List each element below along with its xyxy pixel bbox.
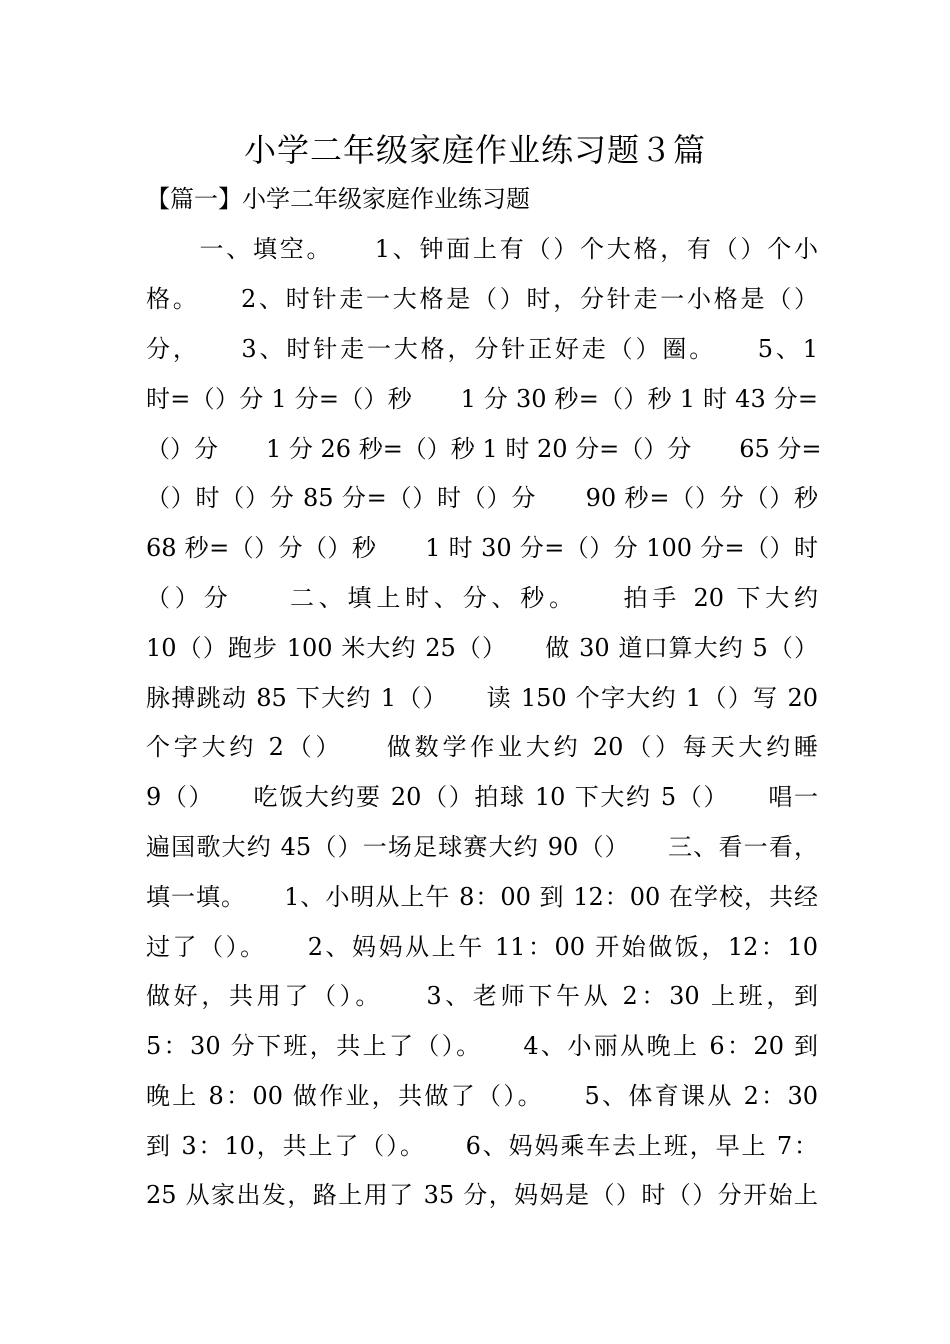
body-line: 9（） 吃饭大约要 20（）拍球 10 下大约 5（） 唱一	[146, 783, 818, 811]
body-line: 到 3：10，共上了（）。 6、妈妈乘车去上班，早上 7：	[146, 1132, 818, 1160]
body-line: （）分 二、填上时、分、秒。 拍手 20 下大约	[146, 584, 818, 612]
body-line: 做好，共用了（）。 3、老师下午从 2：30 上班，到	[146, 982, 818, 1010]
body-line: 25 从家出发，路上用了 35 分，妈妈是（）时（）分开始上	[146, 1181, 818, 1209]
body-line: 5：30 分下班，共上了（）。 4、小丽从晚上 6：20 到	[146, 1032, 818, 1060]
body-line: 一、填空。 1、钟面上有（）个大格，有（）个小	[146, 235, 818, 263]
body-line: 10（）跑步 100 米大约 25（） 做 30 道口算大约 5（）	[146, 634, 818, 662]
body-line: 晚上 8：00 做作业，共做了（）。 5、体育课从 2：30	[146, 1082, 818, 1110]
body-line: 脉搏跳动 85 下大约 1（） 读 150 个字大约 1（）写 20	[146, 684, 818, 712]
body-line: 遍国歌大约 45（）一场足球赛大约 90（） 三、看一看，	[146, 833, 818, 861]
body-line: 填一填。 1、小明从上午 8：00 到 12：00 在学校，共经	[146, 883, 818, 911]
body-line: 过了（）。 2、妈妈从上午 11：00 开始做饭，12：10	[146, 933, 818, 961]
body-line: 时=（）分 1 分=（）秒 1 分 30 秒=（）秒 1 时 43 分=	[146, 385, 818, 413]
section-heading: 【篇一】小学二年级家庭作业练习题	[146, 185, 530, 213]
body-line: 格。 2、时针走一大格是（）时，分针走一小格是（）	[146, 285, 818, 313]
body-line: 分， 3、时针走一大格，分针正好走（）圈。 5、1	[146, 335, 818, 363]
body-line: 68 秒=（）分（）秒 1 时 30 分=（）分 100 分=（）时	[146, 534, 818, 562]
body-line: （）时（）分 85 分=（）时（）分 90 秒=（）分（）秒	[146, 484, 818, 512]
document-title: 小学二年级家庭作业练习题３篇	[243, 131, 706, 169]
body-line: （）分 1 分 26 秒=（）秒 1 时 20 分=（）分 65 分=	[146, 435, 822, 463]
body-line: 个字大约 2（） 做数学作业大约 20（）每天大约睡	[146, 733, 818, 761]
